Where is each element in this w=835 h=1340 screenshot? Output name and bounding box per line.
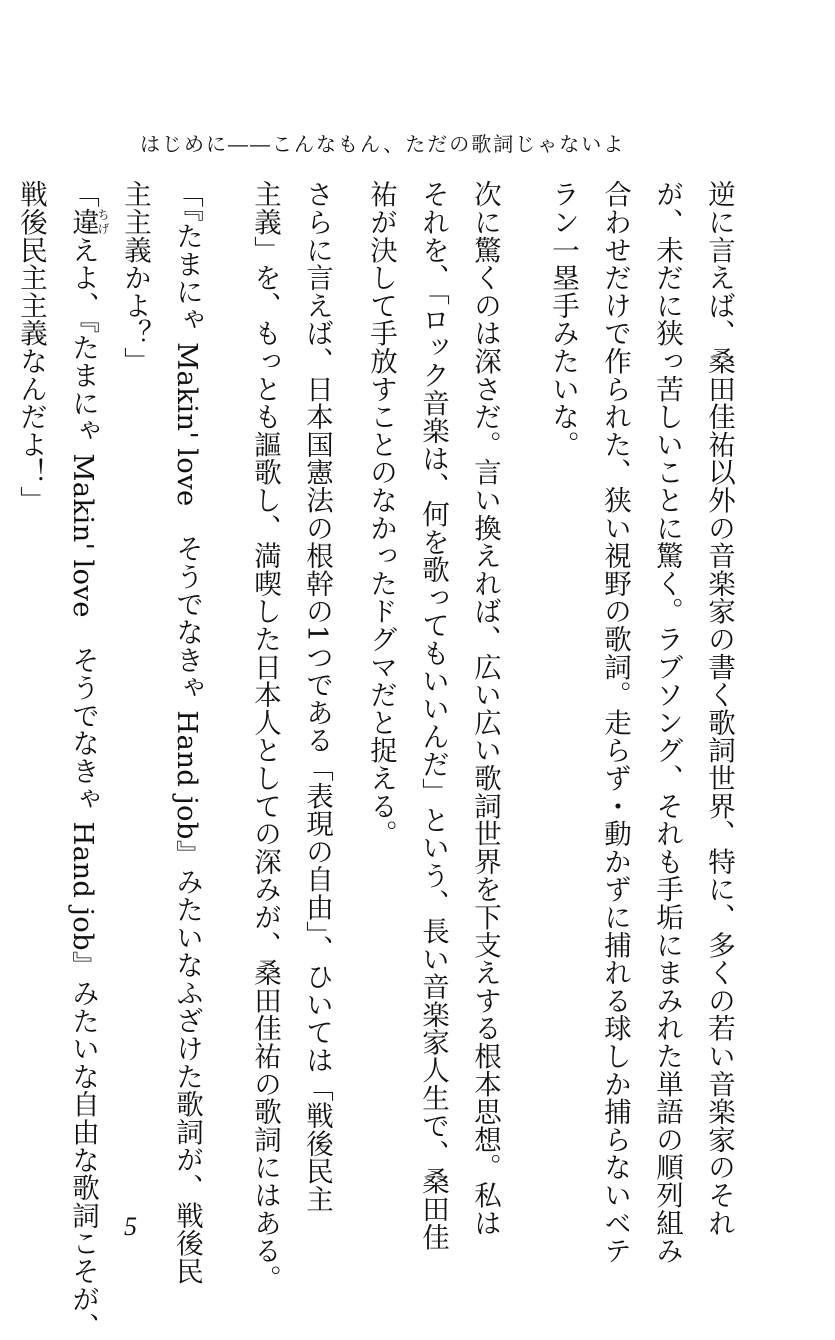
open-bracket: 「 bbox=[67, 180, 99, 208]
text-line: 次に驚くのは深さだ。言い換えれば、広い広い歌詞世界を下支えする根本思想。私は bbox=[469, 180, 501, 1237]
ruby-word bbox=[67, 207, 110, 236]
text-line-rest: えよ、『たまにゃ Makin' love そうでなきゃ Hand job』みたいな自由な歌詞こそが、 bbox=[67, 235, 99, 1340]
ruby-reading: ちげ bbox=[96, 207, 110, 236]
running-head: はじめに――こんなもん、ただの歌詞じゃないよ bbox=[140, 132, 626, 156]
paragraph-gap bbox=[343, 180, 355, 1190]
page-number: 5 bbox=[124, 1212, 137, 1241]
text-line: さらに言えば、日本国憲法の根幹の1つである「表現の自由」、ひいては「戦後民主 bbox=[301, 180, 333, 1213]
text-line: 主義」を、もっとも謳歌し、満喫した日本人としての深みが、桑田佳祐の歌詞にはある。 bbox=[249, 180, 281, 1292]
paragraph-gap bbox=[511, 180, 537, 1190]
text-line-with-ruby bbox=[57, 180, 110, 1340]
text-line: 主主義かよ？」 bbox=[119, 180, 151, 375]
text-line: が、未だに狭っ苦しいことに驚く。ラブソング、それも手垢にまみれた単語の順列組み bbox=[651, 180, 683, 1265]
text-line: それを、「ロック音楽は、何を歌ってもいいんだ」という、長い音楽家人生で、桑田佳 bbox=[417, 180, 449, 1251]
text-line: ラン一塁手みたいな。 bbox=[547, 180, 579, 458]
text-line: 逆に言えば、桑田佳祐以外の音楽家の書く歌詞世界、特に、多くの若い音楽家のそれ bbox=[703, 180, 735, 1237]
body-text bbox=[5, 180, 745, 1340]
text-line: 戦後民主主義なんだよ！」 bbox=[15, 180, 47, 514]
text-line: 祐が決して手放すことのなかったドグマだと捉える。 bbox=[365, 180, 397, 848]
text-line: 「『たまにゃ Makin' love そうでなきゃ Hand job』みたいなふざけた歌詞が、戦後民 bbox=[171, 180, 203, 1285]
text-line: 合わせだけで作られた、狭い視野の歌詞。走らず・動かずに捕れる球しか捕らないベテ bbox=[599, 180, 631, 1265]
ruby-base: 違 bbox=[67, 207, 99, 236]
paragraph-gap bbox=[213, 180, 239, 1190]
